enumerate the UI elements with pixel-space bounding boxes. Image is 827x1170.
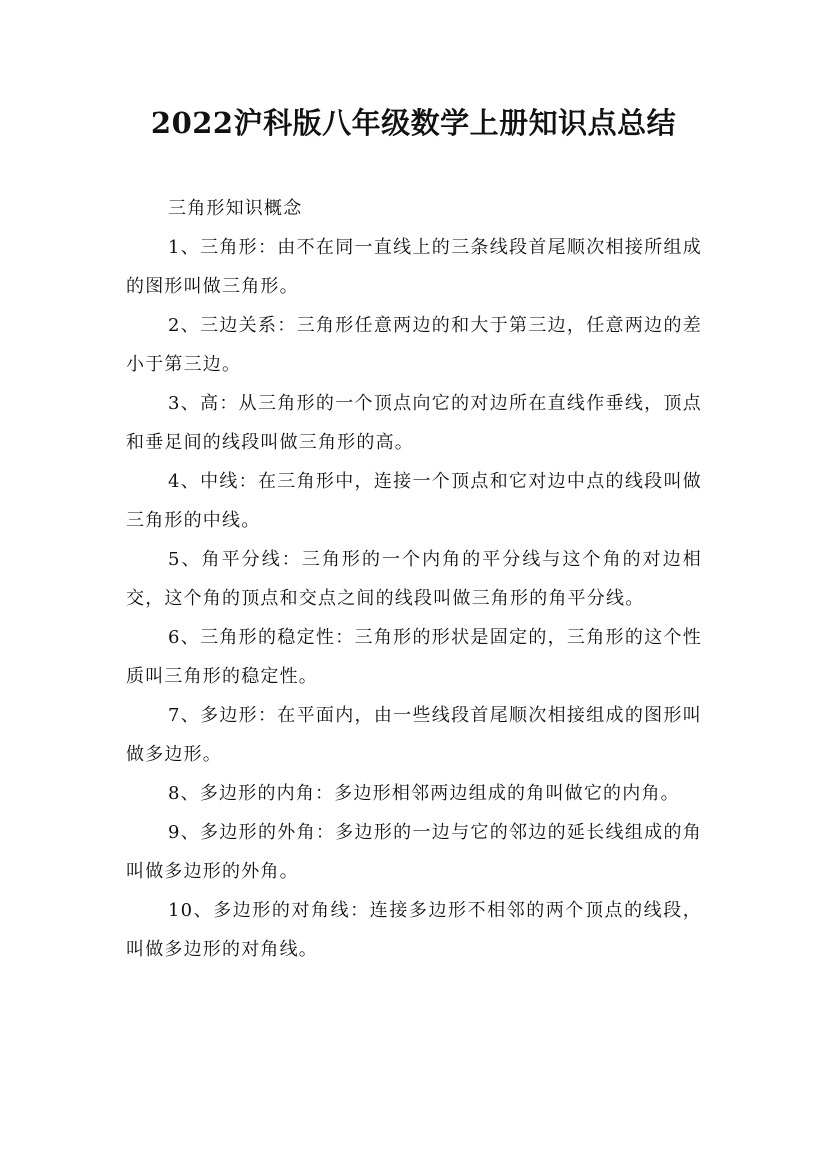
paragraph-2: 2、三边关系：三角形任意两边的和大于第三边，任意两边的差小于第三边。 — [126, 315, 702, 375]
document-title: 2022沪科版八年级数学上册知识点总结 — [150, 106, 677, 140]
paragraph-6: 6、三角形的稳定性：三角形的形状是固定的，三角形的这个性质叫三角形的稳定性。 — [126, 627, 702, 687]
paragraph-10: 10、多边形的对角线：连接多边形不相邻的两个顶点的线段，叫做多边形的对角线。 — [126, 900, 702, 960]
document-body — [126, 190, 702, 969]
paragraph-7: 7、多边形：在平面内，由一些线段首尾顺次相接组成的图形叫做多边形。 — [126, 705, 702, 765]
paragraph-3: 3、高：从三角形的一个顶点向它的对边所在直线作垂线，顶点和垂足间的线段叫做三角形的高。 — [126, 393, 702, 453]
paragraph-4: 4、中线：在三角形中，连接一个顶点和它对边中点的线段叫做三角形的中线。 — [126, 471, 702, 531]
section-heading: 三角形知识概念 — [168, 198, 303, 219]
paragraph-9: 9、多边形的外角：多边形的一边与它的邻边的延长线组成的角叫做多边形的外角。 — [126, 822, 702, 882]
paragraph-5: 5、角平分线：三角形的一个内角的平分线与这个角的对边相交，这个角的顶点和交点之间的线段叫做三角形的角平分线。 — [126, 549, 702, 609]
paragraph-8: 8、多边形的内角：多边形相邻两边组成的角叫做它的内角。 — [168, 783, 680, 804]
paragraph-1: 1、三角形：由不在同一直线上的三条线段首尾顺次相接所组成的图形叫做三角形。 — [126, 237, 702, 297]
